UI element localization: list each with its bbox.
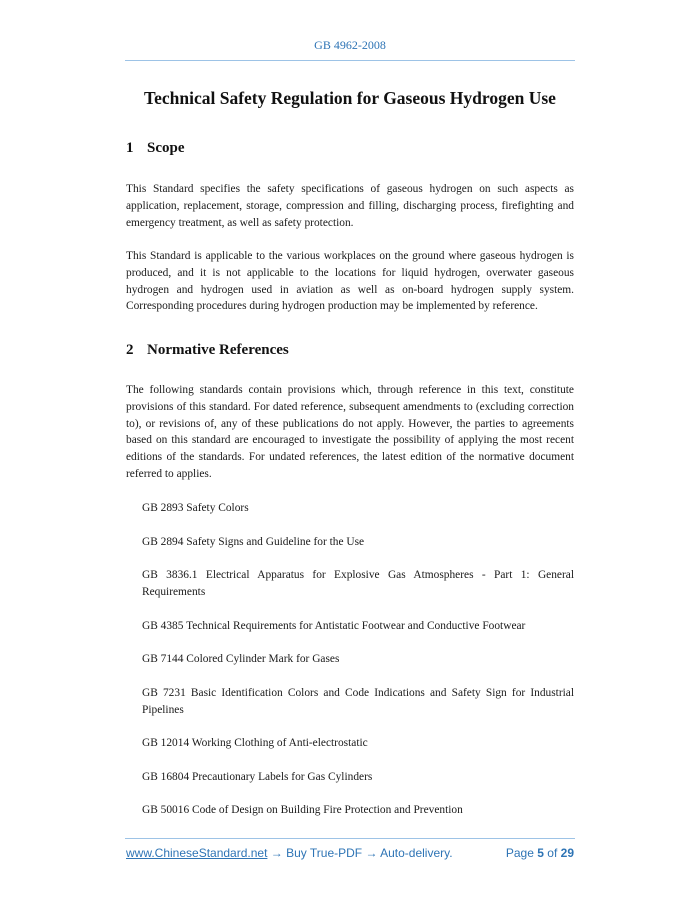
section-title: Normative References [147,342,289,358]
reference-item: GB 7144 Colored Cylinder Mark for Gases [142,653,340,665]
footer-divider [125,838,575,839]
page-indicator [506,846,574,860]
reference-item: GB 2893 Safety Colors [142,502,249,514]
header-divider [125,60,575,61]
section-number: 2 [126,342,134,358]
section-heading-normative-references [126,342,289,359]
reference-item: GB 12014 Working Clothing of Anti-electrostatic [142,737,368,749]
scope-paragraph-1: This Standard specifies the safety specifications of gaseous hydrogen on such aspects as application, replacement, storage, compression and filling, discharging process, firefighting and emergency treatment, as well as safety protection. [126,183,574,229]
section-number: 1 [126,140,134,156]
reference-item: GB 3836.1 Electrical Apparatus for Explosive Gas Atmospheres - Part 1: General Requirements [142,569,574,598]
reference-item: GB 16804 Precautionary Labels for Gas Cylinders [142,771,373,783]
header-standard-code: GB 4962-2008 [314,38,386,52]
section-heading-scope [126,140,185,157]
page-total: 29 [560,846,574,860]
chinese-standard-link[interactable]: www.ChineseStandard.net [126,846,268,860]
page-label: Page [505,846,534,860]
reference-item: GB 7231 Basic Identification Colors and Code Indications and Safety Sign for Industrial Pipelines [142,687,574,716]
normative-references-paragraph: The following standards contain provisions which, through reference in this text, constitute provisions of this standard. For dated reference, subsequent amendments to (excluding correction to), or revisions of, any of these publications do not apply. However, the parties to agreements based on this standard are encouraged to investigate the possibility of applying the most recent editions of the standards. For undated references, the latest edition of the normative document referred to applies. [126,384,574,480]
section-title: Scope [147,140,185,156]
document-title: Technical Safety Regulation for Gaseous Hydrogen Use [144,88,556,108]
reference-item: GB 2894 Safety Signs and Guideline for the Use [142,536,365,548]
footer [126,846,576,860]
reference-item: GB 4385 Technical Requirements for Antistatic Footwear and Conductive Footwear [142,620,526,632]
page-of: of [547,846,558,860]
footer-promo-text: → Buy True-PDF → Auto-delivery. [267,846,453,860]
scope-paragraph-2: This Standard is applicable to the various workplaces on the ground where gaseous hydrogen is produced, and it is not applicable to the locations for liquid hydrogen, overwater gaseous hydrogen and hydrogen used in aviation as well as on-board hydrogen supply system. Corresponding procedures during hydrogen production may be implemented by reference. [126,250,574,313]
page-current: 5 [537,846,544,860]
reference-item: GB 50016 Code of Design on Building Fire Protection and Prevention [142,804,463,816]
